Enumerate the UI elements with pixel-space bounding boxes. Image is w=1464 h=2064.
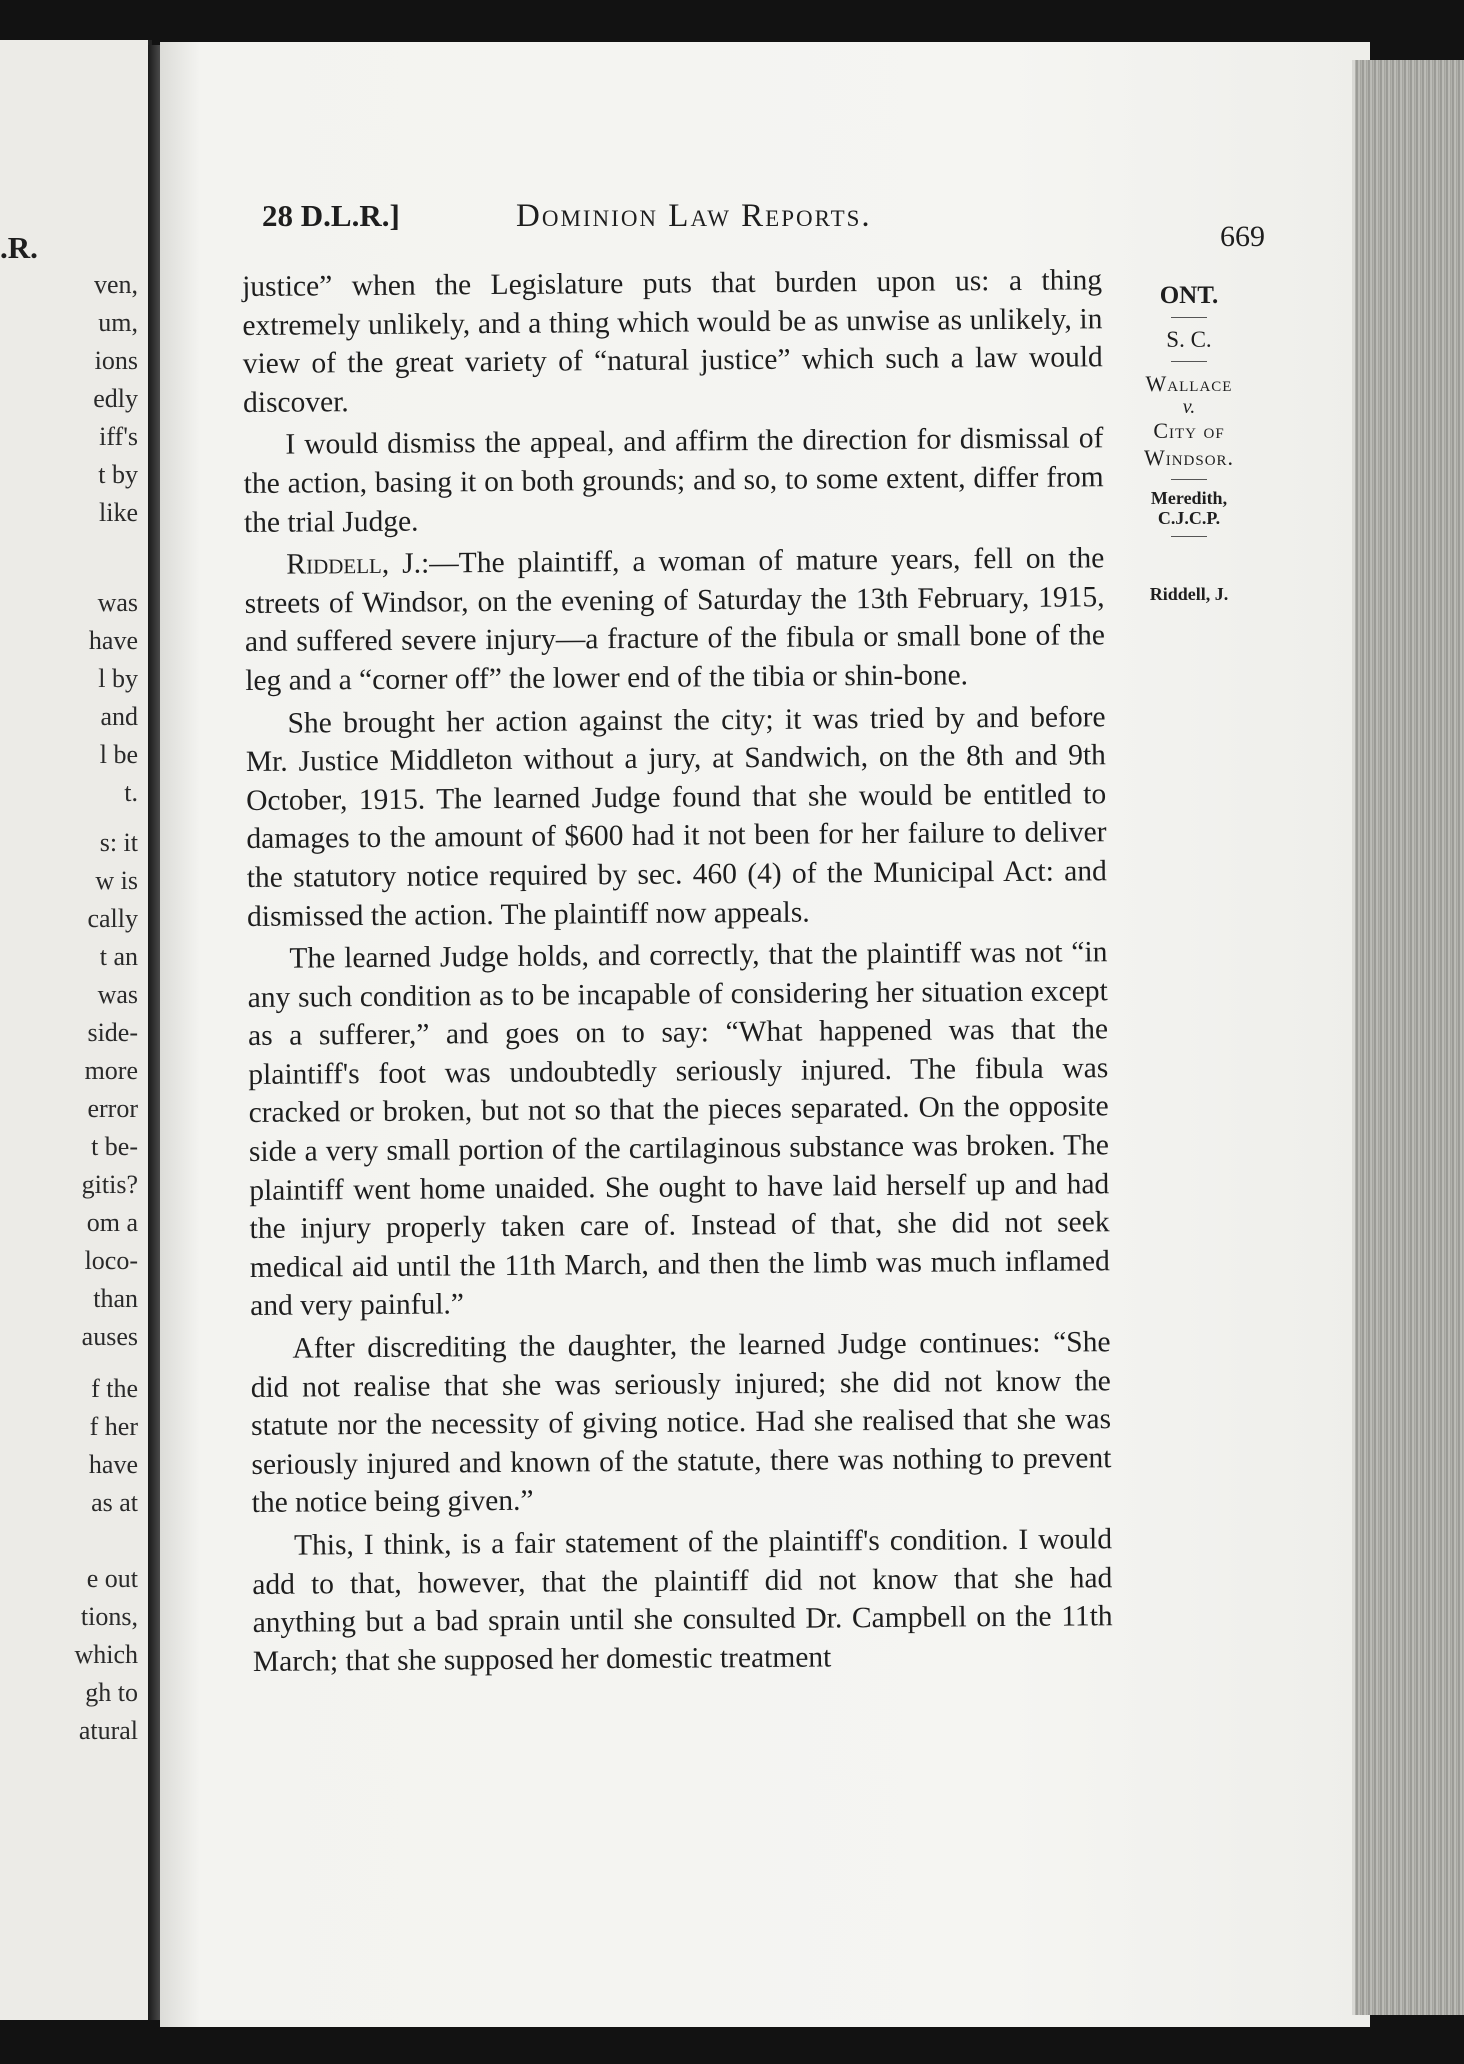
previous-page-line-end: error xyxy=(87,1094,138,1123)
margin-judge-meredith: Meredith, C.J.C.P. xyxy=(1150,488,1228,528)
margin-rule xyxy=(1171,361,1207,362)
margin-province: ONT. xyxy=(1159,282,1219,309)
previous-page-line-end: cally xyxy=(87,904,138,933)
previous-page-line-end: t be- xyxy=(91,1132,138,1161)
judge-speaker: Riddell, J. xyxy=(286,547,422,581)
paragraph-text: :—The plaintiff, a woman of mature years, fell on the streets of Windsor, on the evening of Saturday the 13th February, 1915, and suffered severe injury—a fracture of the fibula or small bone of the leg and a “corner off” the lower end of the tibia or shin-bone. xyxy=(244,542,1106,697)
previous-page-line-end: as at xyxy=(91,1488,138,1517)
previous-page-line-end: than xyxy=(93,1284,138,1313)
previous-page-line-end: was xyxy=(97,588,138,617)
paragraph: I would dismiss the appeal, and affirm the direction for dismissal of the action, basing it on both grounds; and so, to some extent, differ from the trial Judge. xyxy=(243,422,1104,539)
previous-page-line-end: f her xyxy=(89,1412,138,1441)
previous-page-line-end: w is xyxy=(95,866,138,895)
previous-page-line-end: ven, xyxy=(93,270,138,299)
paragraph: The learned Judge holds, and correctly, that the plaintiff was not “in any such condition as to be incapable of considering her situation except as a sufferer,” and goes on to say: “What happened was that the plaintiff's foot was undoubtedly seriously injured. The fibula was cracked or broken, but not so that the pieces separated. On the opposite side a very small portion of the cartilaginous substance was broken. The plaintiff went home unaided. She ought to have laid herself up and had the injury properly taken care of. Instead of that, she did not seek medical aid until the 11th March, and then the limb was much inflamed and very painful.” xyxy=(247,936,1110,1323)
previous-page-line-end: gitis? xyxy=(81,1170,138,1199)
previous-page-line-end: loco- xyxy=(84,1246,138,1275)
previous-page-line-end: l by xyxy=(98,664,138,693)
previous-page-line-end: ions xyxy=(94,346,138,375)
previous-page-line-end: and xyxy=(100,702,138,731)
running-head-volume: 28 D.L.R.] xyxy=(262,198,400,233)
previous-page-line-end: have xyxy=(88,1450,138,1479)
previous-page-line-end: um, xyxy=(98,308,138,337)
running-head-title: Dominion Law Reports. xyxy=(516,198,872,234)
margin-court: S. C. xyxy=(1166,327,1212,352)
previous-page-line-end: t. xyxy=(124,778,138,807)
previous-page-header: .R. xyxy=(0,230,38,265)
margin-case-defendant: City of Windsor. xyxy=(1143,418,1235,470)
margin-case-plaintiff: Wallace xyxy=(1145,371,1233,396)
page-edge-stack xyxy=(1352,60,1464,2015)
previous-page-fragment xyxy=(0,40,152,2020)
paragraph: After discrediting the daughter, the learned Judge continues: “She did not realise that she was seriously injured; she did not know the statute nor the necessity of giving notice. Had she realised that she was seriously injured and known of the statute, there was nothing to prevent the notice being given.” xyxy=(250,1326,1112,1520)
previous-page-line-end: f the xyxy=(91,1374,138,1403)
previous-page-line-end: atural xyxy=(78,1716,138,1745)
previous-page-line-end: auses xyxy=(81,1322,138,1351)
previous-page-line-end: which xyxy=(74,1640,138,1669)
previous-page-line-end: more xyxy=(84,1056,138,1085)
body-text xyxy=(242,261,1113,1685)
margin-case-versus: v. xyxy=(1182,396,1196,418)
previous-page-line-end: gh to xyxy=(85,1678,138,1707)
margin-rule xyxy=(1171,479,1207,480)
previous-page-line-end: om a xyxy=(86,1208,138,1237)
previous-page-line-end: l be xyxy=(99,740,138,769)
previous-page-line-end: s: it xyxy=(99,828,138,857)
previous-page-line-end: tions, xyxy=(80,1602,138,1631)
paragraph: justice” when the Legislature puts that burden upon us: a thing extremely unlikely, and a thing which would be as unwise as unlikely, in view of the great variety of “natural justice” which such a law would discover. xyxy=(242,264,1103,419)
paragraph: This, I think, is a fair statement of the plaintiff's condition. I would add to that, however, that the plaintiff did not know that she had anything but a bad sprain until she consulted Dr. Campbell on the 11th March; that she supposed her domestic treatment xyxy=(252,1523,1113,1678)
previous-page-line-end: t by xyxy=(98,460,138,489)
margin-notes xyxy=(1130,282,1248,608)
margin-rule xyxy=(1171,317,1207,318)
paragraph: She brought her action against the city; it was tried by and before Mr. Justice Middleton without a jury, at Sandwich, on the 8th and 9th October, 1915. The learned Judge found that she would be entitled to damages to the amount of $600 had it not been for her failure to deliver the statutory notice required by sec. 460 (4) of the Municipal Act: and dismissed the action. The plaintiff now appeals. xyxy=(245,700,1107,933)
paragraph xyxy=(244,539,1105,700)
previous-page-line-end: like xyxy=(99,498,138,527)
page-number: 669 xyxy=(1220,220,1265,253)
previous-page-line-end: have xyxy=(88,626,138,655)
previous-page-line-end: e out xyxy=(86,1564,138,1593)
previous-page-line-end: t an xyxy=(99,942,138,971)
previous-page-line-end: edly xyxy=(93,384,138,413)
margin-judge-riddell: Riddell, J. xyxy=(1149,584,1229,604)
margin-rule xyxy=(1171,536,1207,537)
previous-page-line-end: side- xyxy=(87,1018,138,1047)
previous-page-line-end: iff's xyxy=(99,422,138,451)
previous-page-line-end: was xyxy=(97,980,138,1009)
